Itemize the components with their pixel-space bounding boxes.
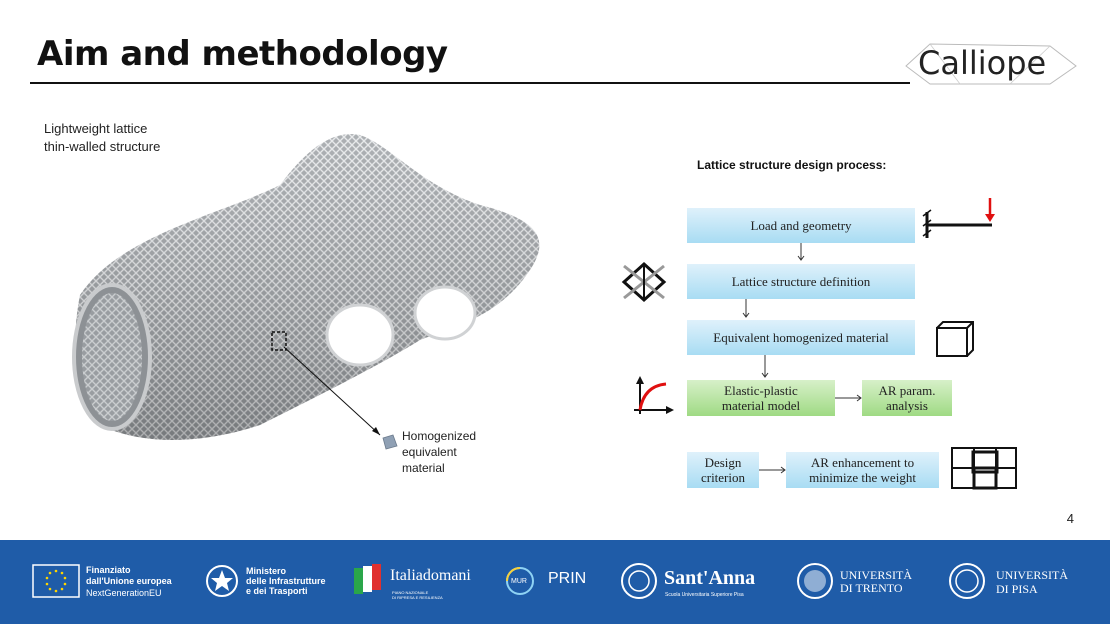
pisa-line2: DI PISA: [996, 582, 1038, 596]
process-title: Lattice structure design process:: [697, 158, 887, 172]
italia-domani-flag-icon: [348, 562, 388, 598]
flow-arrows: [743, 243, 861, 473]
trento-line2: DI TRENTO: [840, 581, 903, 595]
pisa-line1: UNIVERSITÀ: [996, 568, 1068, 582]
ministry-line1: Ministero: [246, 566, 287, 576]
prin-text: PRIN: [548, 570, 587, 587]
santanna-text: Sant'Anna: [664, 567, 756, 589]
homog-line2: equivalent: [402, 445, 457, 459]
eu-line2: dall'Unione europea: [86, 576, 172, 586]
step-ar-param-line2: analysis: [886, 398, 928, 413]
ministry-line2: delle Infrastrutture: [246, 576, 326, 586]
mur-text: MUR: [511, 578, 527, 585]
step-elastic-plastic-line1: Elastic-plastic: [724, 383, 798, 398]
step-design-criterion-line2: criterion: [700, 470, 746, 485]
santanna-sub: Scuola Universitaria Superiore Pisa: [665, 592, 744, 598]
eu-flag-icon: [32, 564, 80, 598]
homog-line3: material: [402, 461, 445, 475]
grid-blocks-icon: [952, 448, 1016, 488]
step-design-criterion-line1: Design: [704, 455, 742, 470]
stress-strain-icon: [634, 376, 674, 414]
homog-line1: Homogenized: [402, 429, 477, 443]
step-load-geometry-label: Load and geometry: [750, 218, 852, 233]
italia-domani-sub2: DI RIPRESA E RESILIENZA: [392, 595, 443, 600]
title-underline: [30, 82, 910, 84]
lattice-structure-image: [60, 125, 560, 455]
step-ar-enhancement-line2: minimize the weight: [809, 470, 916, 485]
slide-title: Aim and methodology: [37, 34, 448, 74]
ministry-line3: e dei Trasporti: [246, 586, 308, 596]
caption-line2: thin-walled structure: [44, 139, 161, 154]
eu-line3: NextGenerationEU: [86, 588, 162, 598]
calliope-logo-text: Calliope: [918, 44, 1047, 82]
page-number: 4: [1066, 511, 1074, 526]
italia-domani-text: Italiadomani: [390, 567, 471, 584]
trento-line1: UNIVERSITÀ: [840, 568, 912, 582]
trento-seal-icon: [796, 562, 834, 600]
step-ar-enhancement-line1: AR enhancement to: [810, 455, 915, 470]
step-equivalent-material-label: Equivalent homogenized material: [713, 330, 889, 345]
ministry-emblem-icon: [205, 562, 239, 600]
eu-line1: Finanziato: [86, 565, 131, 575]
cube-icon: [937, 322, 973, 356]
italia-domani-sub1: PIANO NAZIONALE: [392, 590, 429, 595]
beam-load-icon: [923, 198, 995, 238]
step-elastic-plastic-line2: material model: [721, 398, 801, 413]
footer-bar: [0, 540, 1110, 624]
lattice-cell-icon: [624, 264, 664, 300]
step-ar-param-line1: AR param.: [878, 383, 936, 398]
caption-line1: Lightweight lattice: [44, 121, 148, 136]
step-lattice-definition-label: Lattice structure definition: [731, 274, 871, 289]
pisa-seal-icon: [948, 562, 986, 600]
homogenized-material-icon: [380, 432, 400, 452]
santanna-seal-icon: [620, 562, 658, 600]
process-arrows-and-icons: [600, 190, 1030, 500]
